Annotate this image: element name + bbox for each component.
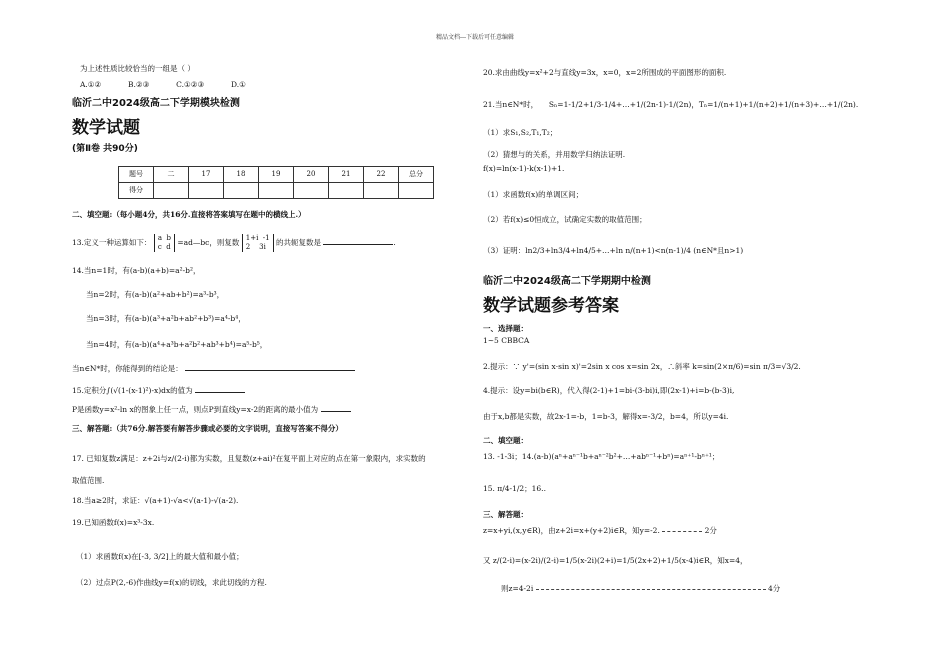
question-13: 13.定义一种运算如下： a b c d =ad—bc，则复数 1+i -1 2 3i 的共轭复数是 . bbox=[72, 234, 396, 252]
q13-text-c: 的共轭复数是 bbox=[276, 238, 321, 248]
q15-text: 15.定积分∫(√(1-(x-1)²)-x)dx的值为 bbox=[72, 386, 193, 395]
answer-2: 2.提示：∵ y'=(sin x·sin x)'=2sin x cos x=sin 2x，∴斜率 k=sin(2×π/6)=sin π/3=√3/2. bbox=[483, 362, 801, 371]
table-cell: 得分 bbox=[119, 183, 154, 199]
table-cell: 17 bbox=[189, 167, 224, 183]
answer-4-cont: 由于x,b都是实数，故2x-1=-b，1=b-3，解得x=-3/2，b=4，所以y=4i. bbox=[483, 412, 729, 421]
q21-formula: Sₙ=1-1/2+1/3-1/4+…+1/(2n-1)-1/(2n)，Tₙ=1/(n+1)+1/(n+2)+1/(n+3)+…+1/(2n). bbox=[548, 100, 859, 109]
exam-title: 临沂二中2024级高二下学期模块检测 bbox=[72, 98, 240, 109]
answer-blank bbox=[195, 392, 245, 393]
option-c: C.①②③ bbox=[176, 80, 205, 89]
table-cell: 22 bbox=[364, 167, 399, 183]
question-20: 20.求由曲线y=x²+2与直线y=3x，x=0，x=2所围成的平面图形的面积. bbox=[483, 68, 727, 77]
q21-text: 21.当n∈N*时， bbox=[483, 100, 539, 109]
dash-leader bbox=[536, 589, 766, 590]
q16-text: P是函数y=x²-ln x的图象上任一点，则点P到直线y=x-2的距离的最小值为 bbox=[72, 405, 319, 414]
determinant-abcd: a b c d bbox=[154, 234, 175, 252]
subject-title: 数学试题 bbox=[72, 118, 140, 138]
score-table bbox=[118, 166, 434, 199]
determinant-complex: 1+i -1 2 3i bbox=[242, 234, 274, 252]
table-cell: 18 bbox=[224, 167, 259, 183]
dash-leader bbox=[662, 531, 702, 532]
points-label: 4分 bbox=[768, 584, 781, 593]
question-22-part3: （3）证明：ln2/3+ln3/4+ln4/5+…+ln n/(n+1)<n(n-1)/4 (n∈N*且n>1) bbox=[483, 246, 744, 255]
answer-section-1: 一、选择题： bbox=[483, 324, 528, 333]
answer-17-step1 bbox=[483, 526, 717, 535]
question-22-function: f(x)=ln(x-1)-k(x-1)+1. bbox=[483, 164, 565, 173]
option-d: D.① bbox=[230, 80, 246, 89]
question-21 bbox=[483, 100, 858, 109]
page-header: 精品文档---下载后可任意编辑 bbox=[435, 34, 515, 41]
option-a: A.①② bbox=[80, 80, 102, 89]
question-17-cont: 取值范围. bbox=[72, 476, 105, 485]
question-17: 17. 已知复数z满足：z+2i与z/(2-i)都为实数，且复数(z+ai)²在复平面上对应的点在第一象限内，求实数的 bbox=[72, 454, 426, 463]
answer-4: 4.提示：设y=bi(b∈R)，代入得(2-1)+1=bi-(3-bi)i,即(2x-1)+i=b-(b-3)i, bbox=[483, 386, 735, 395]
answer-title: 数学试题参考答案 bbox=[483, 296, 619, 316]
q13-text-b: =ad—bc，则复数 bbox=[177, 238, 240, 248]
score-table-row bbox=[119, 183, 434, 199]
table-cell bbox=[154, 183, 189, 199]
question-14-case3: 当n=3时，有(a-b)(a³+a²b+ab²+b³)=a⁴-b⁴， bbox=[86, 314, 246, 323]
table-cell bbox=[294, 183, 329, 199]
question-21-part2: （2）猜想与的关系，并用数学归纳法证明. bbox=[483, 150, 626, 159]
answer-exam-title: 临沂二中2024级高二下学期期中检测 bbox=[483, 276, 651, 287]
answer-17-step2: 又 z/(2-i)=(x-2i)/(2-i)=1/5(x-2i)(2+i)=1/5(2x+2)+1/5(x-4)i∈R，知x=4， bbox=[483, 556, 748, 565]
table-cell: 二 bbox=[154, 167, 189, 183]
answer-choices: 1~5 CBBCA bbox=[483, 336, 530, 345]
table-cell bbox=[364, 183, 399, 199]
table-cell: 21 bbox=[329, 167, 364, 183]
fill-heading: 二、填空题:（每小题4分，共16分.直接将答案填写在题中的横线上.） bbox=[72, 210, 306, 219]
answer-blank bbox=[185, 370, 355, 371]
question-14: 14.当n=1时，有(a-b)(a+b)=a²-b²， bbox=[72, 266, 201, 275]
question-18: 18.当a≥2时，求证：√(a+1)-√a<√(a-1)-√(a-2). bbox=[72, 496, 239, 505]
table-cell bbox=[189, 183, 224, 199]
table-cell bbox=[329, 183, 364, 199]
question-14-conclusion bbox=[72, 364, 355, 373]
question-19-part2: （2）过点P(2,-6)作曲线y=f(x)的切线，求此切线的方程. bbox=[76, 578, 267, 587]
part-label: (第Ⅱ卷 共90分) bbox=[72, 144, 138, 154]
table-cell: 20 bbox=[294, 167, 329, 183]
question-19-part1: （1）求函数f(x)在[-3, 3/2]上的最大值和最小值； bbox=[76, 552, 244, 561]
solve-heading: 三、解答题:（共76分.解答要有解答步骤或必要的文字说明，直接写答案不得分） bbox=[72, 424, 343, 433]
a17-step3-text: 则z=4-2i bbox=[501, 584, 534, 593]
question-14-case2: 当n=2时，有(a-b)(a²+ab+b²)=a³-b³， bbox=[86, 290, 225, 299]
score-table-header bbox=[119, 167, 434, 183]
question-22-part1: （1）求函数f(x)的单调区间； bbox=[483, 190, 584, 199]
answer-section-2: 二、填空题： bbox=[483, 436, 528, 445]
table-cell: 19 bbox=[259, 167, 294, 183]
table-cell bbox=[224, 183, 259, 199]
answer-15-16: 15. π/4-1/2；16.. bbox=[483, 484, 546, 493]
answer-blank bbox=[321, 411, 351, 412]
answer-section-3: 三、解答题： bbox=[483, 510, 528, 519]
table-cell bbox=[259, 183, 294, 199]
table-cell: 题号 bbox=[119, 167, 154, 183]
question-15 bbox=[72, 386, 245, 395]
answer-blank bbox=[323, 244, 393, 245]
a17-step1-text: z=x+yi,(x,y∈R)，由z+2i=x+(y+2)i∈R，知y=-2. bbox=[483, 526, 660, 535]
table-cell: 总分 bbox=[399, 167, 434, 183]
answer-13-14: 13. -1-3i；14.(a-b)(aⁿ+aⁿ⁻¹b+aⁿ⁻²b²+…+abⁿ⁻¹+bⁿ)=aⁿ⁺¹-bⁿ⁺¹； bbox=[483, 452, 720, 461]
question-19: 19.已知函数f(x)=x³-3x. bbox=[72, 518, 155, 527]
question-21-part1: （1）求S₁,S₂,T₁,T₂； bbox=[483, 128, 558, 137]
points-label: 2分 bbox=[704, 526, 717, 535]
intro-question: 为上述性质比较恰当的一组是（ ） bbox=[80, 64, 195, 73]
option-b: B.②③ bbox=[128, 80, 150, 89]
answer-17-step3 bbox=[501, 584, 780, 593]
question-22-part2: （2）若f(x)≤0恒成立，试确定实数的取值范围； bbox=[483, 215, 647, 224]
q13-text: 13.定义一种运算如下： bbox=[72, 238, 152, 248]
intro-options bbox=[80, 80, 246, 89]
question-16 bbox=[72, 405, 351, 414]
q14-conclusion-text: 当n∈N*时，你能得到的结论是： bbox=[72, 364, 183, 373]
question-14-case4: 当n=4时，有(a-b)(a⁴+a³b+a²b²+ab³+b⁴)=a⁵-b⁵， bbox=[86, 340, 268, 349]
table-cell bbox=[399, 183, 434, 199]
